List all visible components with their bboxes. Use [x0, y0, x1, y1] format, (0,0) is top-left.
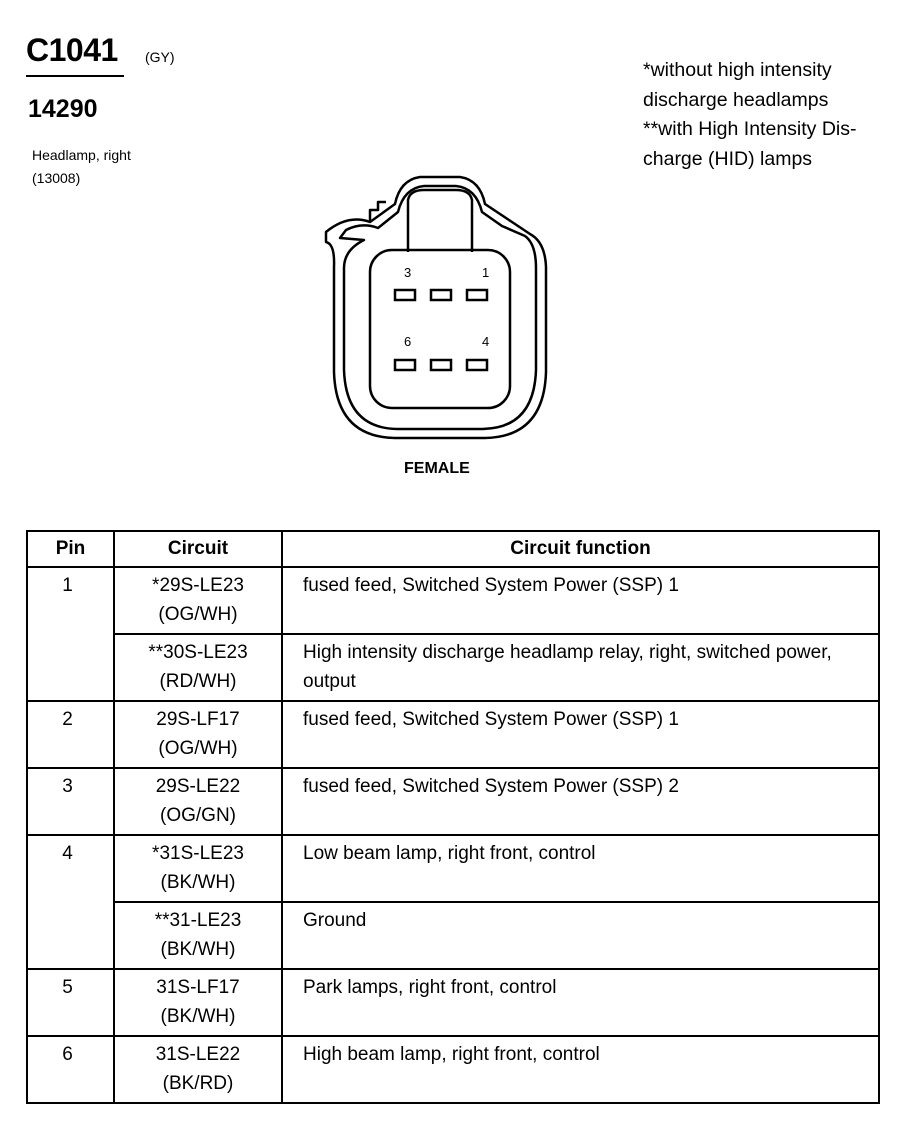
- footnote-line: discharge headlamps: [643, 88, 829, 111]
- function-cell: High intensity discharge headlamp relay, right, switched power, output: [282, 634, 879, 701]
- table-row: [27, 969, 879, 1036]
- circuit-id: **30S-LE23: [148, 642, 248, 663]
- wire-color: (OG/WH): [158, 604, 238, 625]
- circuit-cell: [114, 835, 282, 902]
- pin-cavity: [467, 360, 487, 370]
- column-header-function: Circuit function: [282, 531, 879, 567]
- connector-id: C1041: [26, 32, 118, 68]
- pin-cavity: [395, 290, 415, 300]
- pin-label: 6: [404, 334, 412, 349]
- table-row: [27, 835, 879, 902]
- footnotes: [643, 56, 893, 174]
- connector-id-underline: [26, 75, 124, 77]
- pin-cell: 5: [27, 969, 114, 1036]
- circuit-cell: [114, 768, 282, 835]
- function-cell: fused feed, Switched System Power (SSP) 1: [282, 567, 879, 634]
- table-row: [27, 1036, 879, 1103]
- circuit-id: *31S-LE23: [152, 843, 244, 864]
- circuit-cell: [114, 902, 282, 969]
- circuit-cell: [114, 634, 282, 701]
- function-cell: Low beam lamp, right front, control: [282, 835, 879, 902]
- wire-color: (OG/WH): [158, 738, 238, 759]
- function-cell: fused feed, Switched System Power (SSP) 2: [282, 768, 879, 835]
- function-cell: fused feed, Switched System Power (SSP) 1: [282, 701, 879, 768]
- table-row: [27, 701, 879, 768]
- connector-color: (GY): [145, 49, 175, 65]
- pin-cell: 6: [27, 1036, 114, 1103]
- locking-tab: [408, 190, 472, 252]
- column-header-pin: Pin: [27, 531, 114, 567]
- circuit-id: *29S-LE23: [152, 575, 244, 596]
- pin-label: 3: [404, 265, 412, 280]
- table-row: [27, 768, 879, 835]
- pin-cell: 1: [27, 567, 114, 701]
- wire-color: (BK/WH): [160, 939, 236, 960]
- pin-cavity: [431, 290, 451, 300]
- circuit-id: 29S-LE22: [155, 776, 241, 797]
- footnote-line: **with High Intensity Dis-: [643, 118, 857, 140]
- pin-label: 4: [482, 334, 490, 349]
- component-code: (13008): [32, 170, 81, 186]
- connector-housing-outer: [326, 177, 546, 438]
- wire-color: (RD/WH): [159, 671, 237, 692]
- function-cell: Park lamps, right front, control: [282, 969, 879, 1036]
- pin-cavity: [467, 290, 487, 300]
- circuit-cell: [114, 1036, 282, 1103]
- circuit-cell: [114, 701, 282, 768]
- table-header-row: [27, 531, 879, 567]
- wire-color: (BK/RD): [162, 1073, 234, 1094]
- connector-face-diagram: [320, 172, 560, 447]
- footnote-line: *without high intensity: [643, 59, 832, 81]
- function-cell: High beam lamp, right front, control: [282, 1036, 879, 1103]
- circuit-cell: [114, 567, 282, 634]
- component-name: Headlamp, right: [32, 147, 131, 163]
- pin-label: 1: [482, 265, 490, 280]
- connector-gender-label: FEMALE: [404, 460, 470, 477]
- pin-cell: 4: [27, 835, 114, 969]
- pinout-table: [26, 530, 880, 1104]
- table-row: [27, 634, 879, 701]
- circuit-cell: [114, 969, 282, 1036]
- wire-color: (OG/GN): [160, 805, 236, 826]
- circuit-id: **31-LE23: [154, 910, 242, 931]
- pin-cavity: [431, 360, 451, 370]
- column-header-circuit: Circuit: [114, 531, 282, 567]
- wire-color: (BK/WH): [160, 1006, 236, 1027]
- footnote-line: charge (HID) lamps: [643, 147, 813, 170]
- circuit-id: 31S-LE22: [155, 1044, 241, 1065]
- pin-cell: 3: [27, 768, 114, 835]
- function-cell: Ground: [282, 902, 879, 969]
- wire-color: (BK/WH): [160, 872, 236, 893]
- table-row: [27, 902, 879, 969]
- part-number: 14290: [28, 95, 98, 123]
- circuit-id: 29S-LF17: [156, 709, 240, 730]
- table-row: [27, 567, 879, 634]
- pin-cavity: [395, 360, 415, 370]
- circuit-id: 31S-LF17: [156, 977, 240, 998]
- pin-cell: 2: [27, 701, 114, 768]
